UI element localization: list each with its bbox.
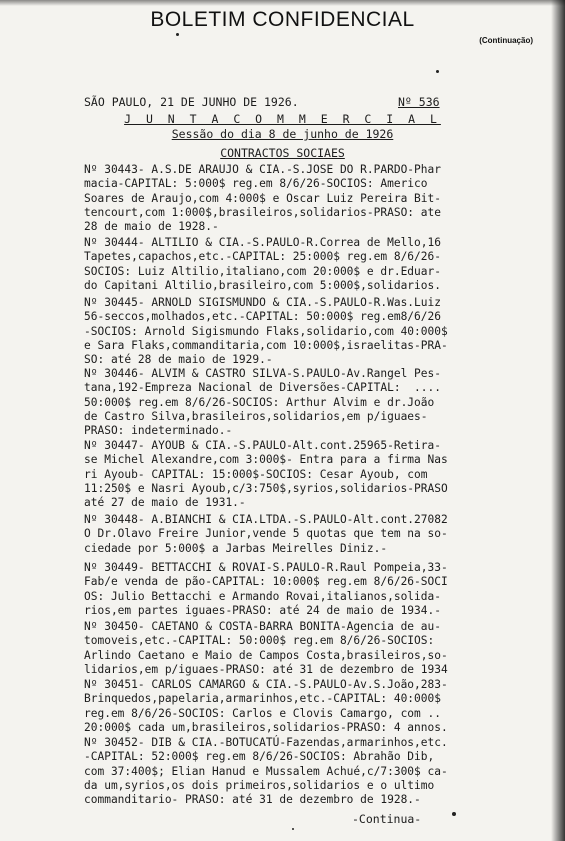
scan-speck <box>176 33 179 36</box>
continuation-label: (Continuação) <box>479 36 533 45</box>
contracts-heading: CONTRACTOS SOCIAES <box>220 146 345 160</box>
contract-entry: Nº 30451- CARLOS CAMARGO & CIA.-S.PAULO-Av.S.João,283- Brinquedos,papelaria,armarinhos,etc.-CAPITAL: 40:000$ reg.em 8/6/26-SOCIOS: Carlos e Clovis Camargo, com .. 20:000$ cada um,brasileiros,solidarios-PRASO: 4 annos. <box>84 678 448 734</box>
scan-edge-top <box>0 0 565 6</box>
contract-entry: Nº 30443- A.S.DE ARAUJO & CIA.-S.JOSE DO R.PARDO-Phar macia-CAPITAL: 5:000$ reg.em 8/6/26-SOCIOS: Americo Soares de Araujo,com 4:000$ e Oscar Luiz Pereira Bit- tencourt,com 1:000$,brasileiros,solidarios-PRASO: ate 28 de maio de 1928.- <box>84 163 441 234</box>
contract-entry: Nº 30447- AYOUB & CIA.-S.PAULO-Alt.cont.25965-Retira- se Michel Alexandre,com 3:000$- Entra para a firma Nas ri Ayoub- CAPITAL: 15:000$-SOCIOS: Cesar Ayoub, com 11:250$ e Nasri Ayoub,c/3:750$,syrios,solidarios-PRASO até 27 de maio de 1931.- <box>84 439 448 510</box>
scan-speck <box>452 812 456 816</box>
bulletin-title: BOLETIM CONFIDENCIAL <box>150 8 415 31</box>
contract-entry: Nº 30446- ALVIM & CASTRO SILVA-S.PAULO-Av.Rangel Pes- tana,192-Empreza Nacional de Diversões-CAPITAL: .... 50:000$ reg.em 8/6/26-SOCIOS: Arthur Alvim e dr.João de Castro Silva,brasileiros,solidarios,em p/iguaes- PRASO: indeterminado.- <box>84 367 441 438</box>
contract-entry: Nº 30444- ALTILIO & CIA.-S.PAULO-R.Correa de Mello,16 Tapetes,capachos,etc.-CAPITAL: 25:000$ reg.em 8/6/26- SOCIOS: Luiz Altilio,italiano,com 20:000$ e dr.Eduar- do Capitani Altilio,brasileiro,com 5:000$,solidarios. <box>84 236 441 292</box>
contract-entry: Nº 30445- ARNOLD SIGISMUNDO & CIA.-S.PAULO-R.Was.Luiz 56-seccos,molhados,etc.-CAPITAL: 50:000$ reg.em8/6/26 -SOCIOS: Arnold Sigismundo Flaks,solidario,com 40:000$ e Sara Flaks,commanditaria,com 10:000$,israelitas-PRA- SO: até 28 de maio de 1929.- <box>84 296 448 367</box>
contract-entry: Nº 30452- DIB & CIA.-BOTUCATÚ-Fazendas,armarinhos,etc. -CAPITAL: 52:000$ reg.em 8/6/26-SOCIOS: Abrahão Dib, com 37:400$; Elian Hanud e Mussalem Achué,c/7:300$ ca- da um,syrios,os dois primeiros,solidarios e o ultimo commanditario- PRASO: até 31 de dezembro de 1928.- <box>84 736 448 807</box>
session-heading: Sessão do dia 8 de junho de 1926 <box>171 127 394 141</box>
contract-entry: Nº 30448- A.BIANCHI & CIA.LTDA.-S.PAULO-Alt.cont.27082 O Dr.Olavo Freire Junior,vende 5 quotas que tem na so- ciedade por 5:000$ a Jarbas Meirelles Diniz.- <box>84 513 448 555</box>
bulletin-number: Nº 536 <box>398 95 440 109</box>
contract-entry: Nº 30450- CAETANO & COSTA-BARRA BONITA-Agencia de au- tomoveis,etc.-CAPITAL: 50:000$ reg.em 8/6/26-SOCIOS: Arlindo Caetano e Maio de Campos Costa,brasileiros,so- lidarios,em p/iguaes-PRASO: até 31 de dezembro de 1934 <box>84 620 448 676</box>
scan-speck <box>292 828 294 830</box>
scan-speck <box>436 70 439 73</box>
continua-label: -Continua- <box>352 812 422 826</box>
section-heading: J U N T A C O M M E R C I A L <box>124 112 441 126</box>
dateline: SÃO PAULO, 21 DE JUNHO DE 1926. <box>84 95 299 109</box>
contract-entry: Nº 30449- BETTACCHI & ROVAI-S.PAULO-R.Raul Pompeia,33- Fab/e venda de pão-CAPITAL: 10:000$ reg.em 8/6/26-SOCI OS: Julio Bettacchi e Armando Rovai,italianos,solida- rios,em partes iguaes-PRASO: até 24 de maio de 1934.- <box>84 561 448 617</box>
